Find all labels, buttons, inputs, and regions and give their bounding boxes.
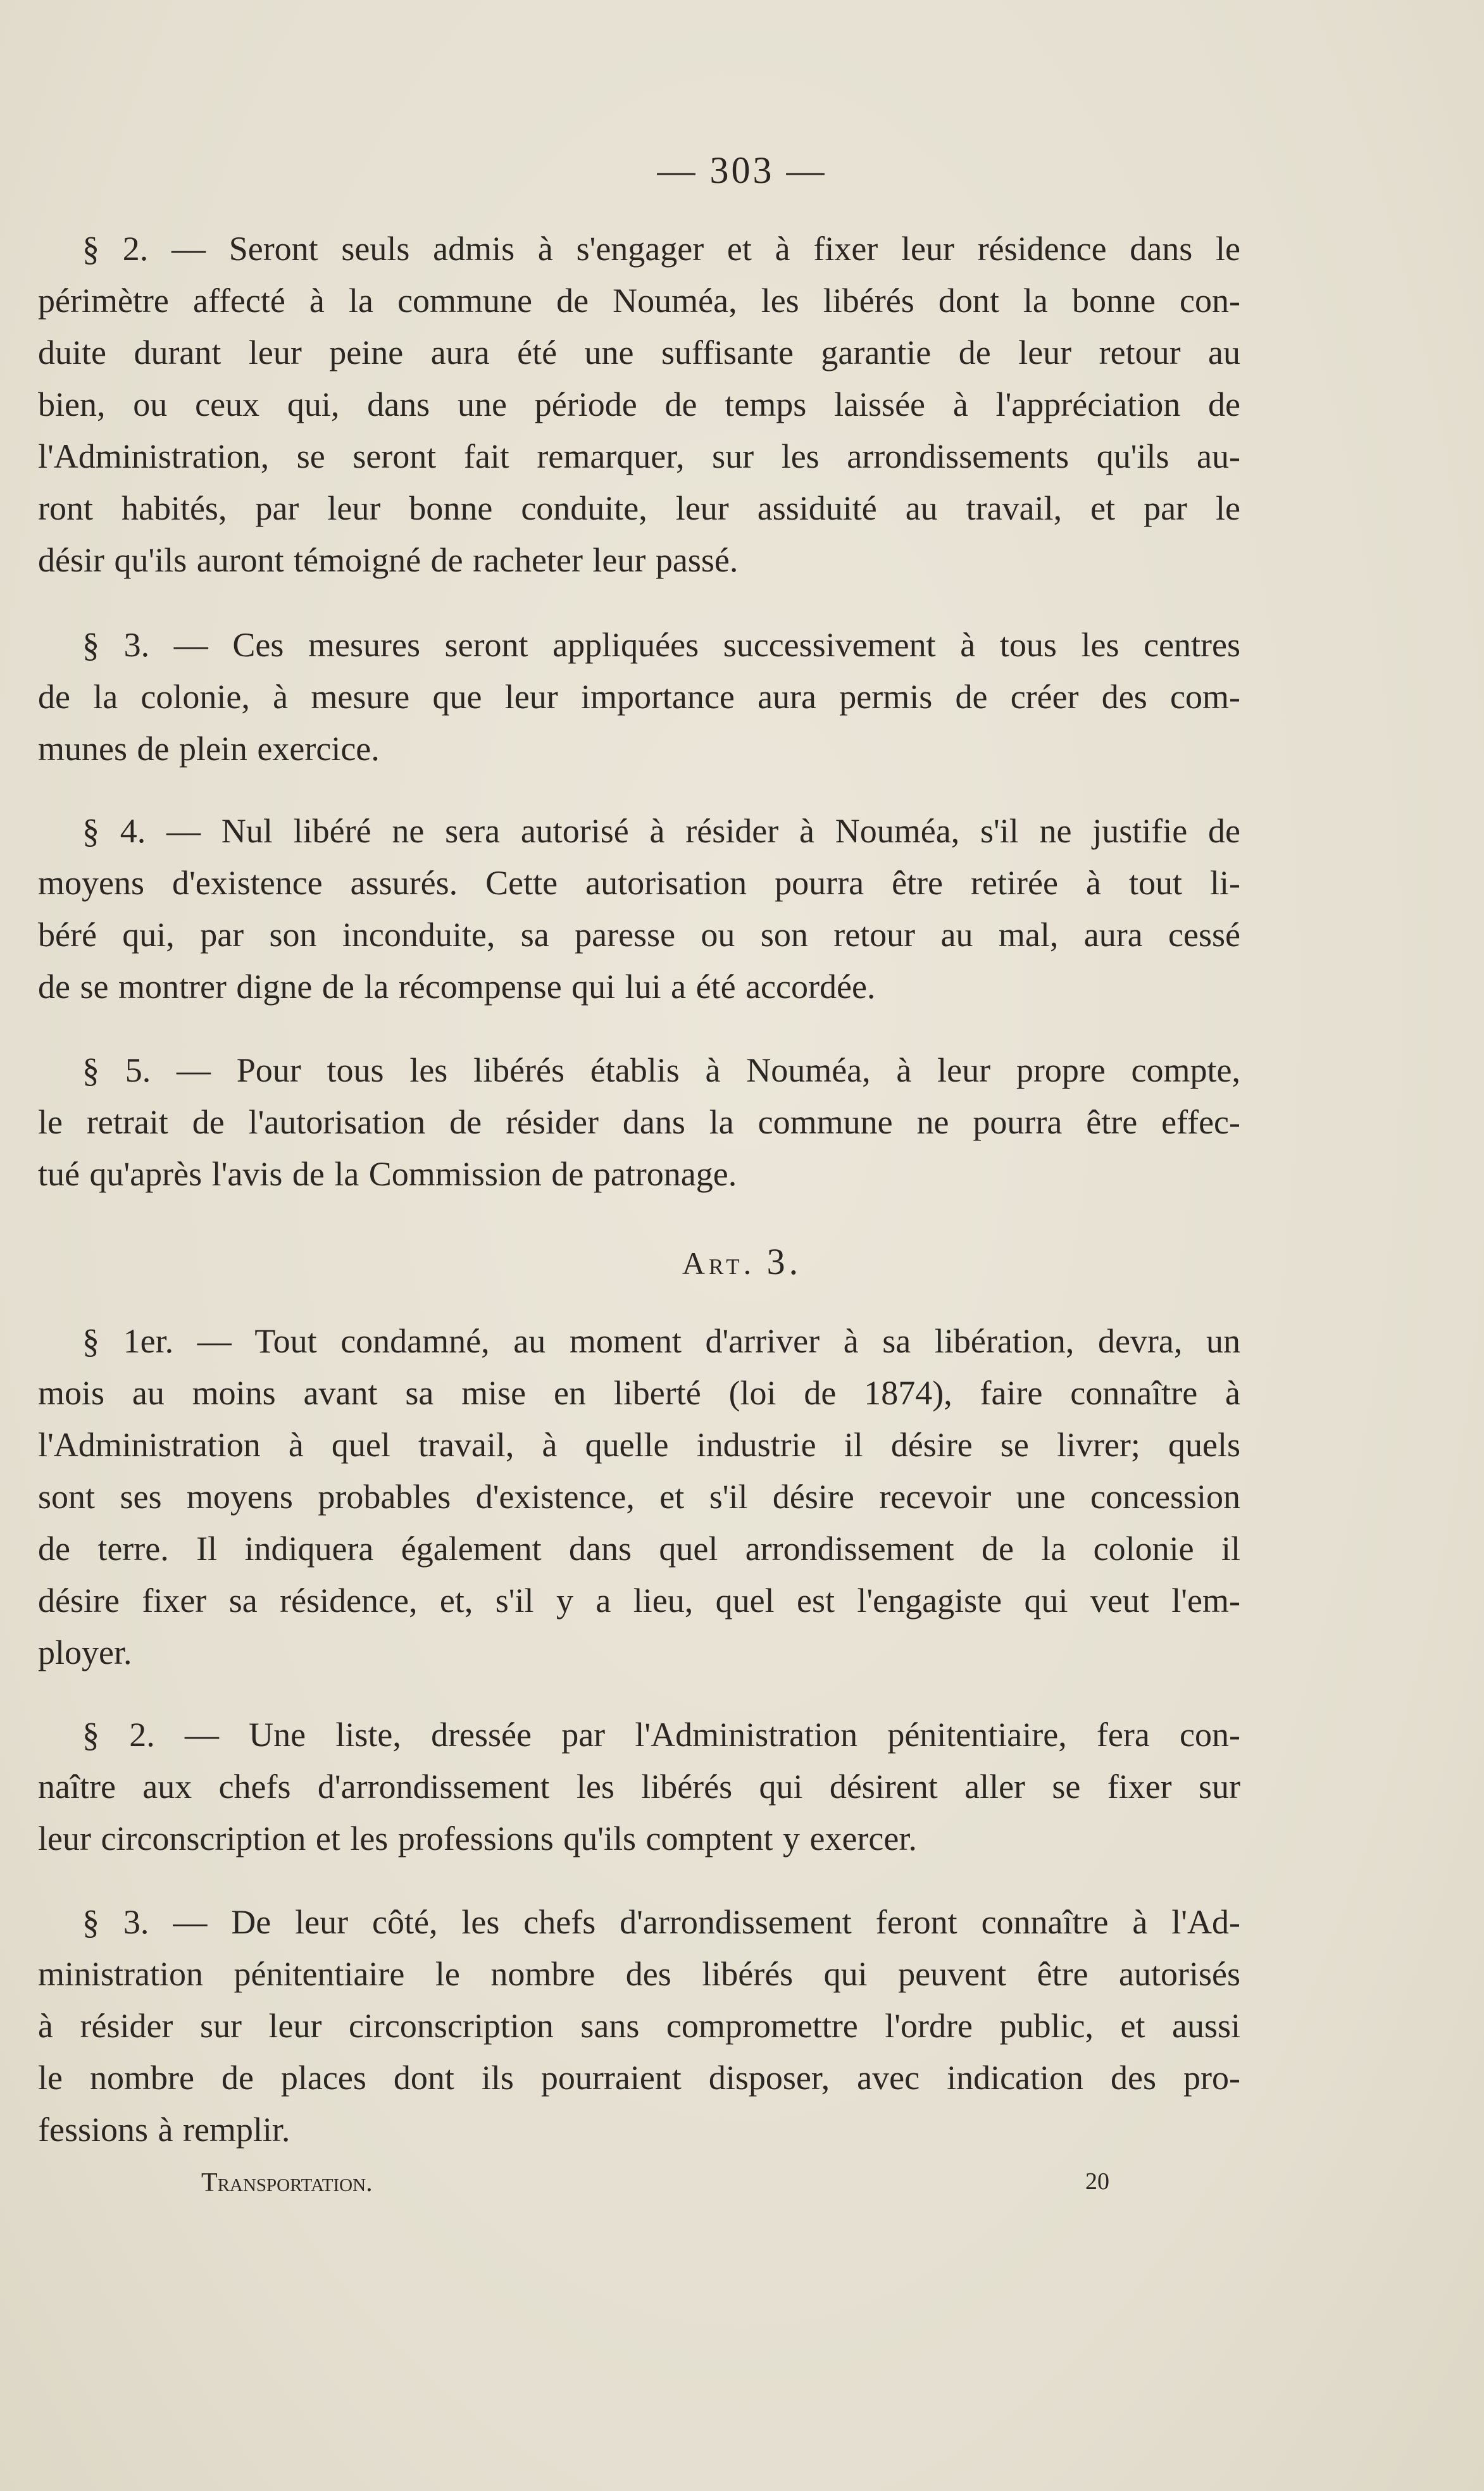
article-label: Art. xyxy=(682,1246,756,1281)
text-line: désire fixer sa résidence, et, s'il y a lieu, quel est l'engagiste qui veut l'em- xyxy=(38,1582,1240,1620)
text-line: § 3. — Ces mesures seront appliquées successivement à tous les centres xyxy=(82,626,1240,664)
text-line: de se montrer digne de la récompense qui lui a été accordée. xyxy=(38,968,876,1006)
text-line: le nombre de places dont ils pourraient disposer, avec indication des pro- xyxy=(38,2059,1240,2097)
text-line: duite durant leur peine aura été une suffisante garantie de leur retour au xyxy=(38,334,1240,371)
text-line: § 2. — Seront seuls admis à s'engager et à fixer leur résidence dans le xyxy=(82,230,1240,268)
text-line: § 5. — Pour tous les libérés établis à Nouméa, à leur propre compte, xyxy=(82,1051,1240,1089)
text-line: bien, ou ceux qui, dans une période de temps laissée à l'appréciation de xyxy=(38,385,1240,423)
article-paragraph-section-3 xyxy=(38,1896,1240,2156)
article-title xyxy=(0,1240,1484,1283)
page-number: — 303 — xyxy=(657,149,827,191)
text-line: à résider sur leur circonscription sans compromettre l'ordre public, et aussi xyxy=(38,2007,1240,2045)
text-line: ministration pénitentiaire le nombre des libérés qui peuvent être autorisés xyxy=(38,1955,1240,1993)
text-line: sont ses moyens probables d'existence, et s'il désire recevoir une concession xyxy=(38,1478,1240,1516)
text-line: le retrait de l'autorisation de résider dans la commune ne pourra être effec- xyxy=(38,1103,1240,1141)
text-line: munes de plein exercice. xyxy=(38,730,380,768)
text-line: mois au moins avant sa mise en liberté (loi de 1874), faire connaître à xyxy=(38,1374,1240,1412)
text-line: béré qui, par son inconduite, sa paresse ou son retour au mal, aura cessé xyxy=(38,916,1240,954)
text-line: tué qu'après l'avis de la Commission de patronage. xyxy=(38,1155,737,1193)
text-line: de terre. Il indiquera également dans quel arrondissement de la colonie il xyxy=(38,1530,1240,1568)
text-line: § 2. — Une liste, dressée par l'Administration pénitentiaire, fera con- xyxy=(82,1716,1240,1754)
text-line: moyens d'existence assurés. Cette autorisation pourra être retirée à tout li- xyxy=(38,864,1240,902)
paragraph-section-3 xyxy=(38,619,1240,775)
text-line: fessions à remplir. xyxy=(38,2111,290,2149)
paragraph-section-4 xyxy=(38,805,1240,1013)
text-line: périmètre affecté à la commune de Nouméa, les libérés dont la bonne con- xyxy=(38,282,1240,320)
footer-signature: Transportation. xyxy=(201,2168,373,2197)
text-line: § 4. — Nul libéré ne sera autorisé à résider à Nouméa, s'il ne justifie de xyxy=(82,812,1240,850)
text-line: ront habités, par leur bonne conduite, leur assiduité au travail, et par le xyxy=(38,489,1240,527)
text-line: de la colonie, à mesure que leur importance aura permis de créer des com- xyxy=(38,678,1240,716)
text-line: naître aux chefs d'arrondissement les libérés qui désirent aller se fixer sur xyxy=(38,1768,1240,1806)
paragraph-section-2 xyxy=(38,223,1240,586)
article-paragraph-section-1 xyxy=(38,1315,1240,1678)
text-line: l'Administration à quel travail, à quelle industrie il désire se livrer; quels xyxy=(38,1426,1240,1464)
article-paragraph-section-2 xyxy=(38,1709,1240,1864)
text-line: leur circonscription et les professions qu'ils comptent y exercer. xyxy=(38,1820,917,1857)
text-line: désir qu'ils auront témoigné de racheter leur passé. xyxy=(38,541,739,579)
text-line: ployer. xyxy=(38,1633,132,1671)
paragraph-section-5 xyxy=(38,1044,1240,1200)
text-line: § 1er. — Tout condamné, au moment d'arriver à sa libération, devra, un xyxy=(82,1322,1240,1360)
article-number: 3. xyxy=(766,1241,802,1282)
text-line: l'Administration, se seront fait remarquer, sur les arrondissements qu'ils au- xyxy=(38,437,1240,475)
footer-sheet-number: 20 xyxy=(1085,2168,1109,2195)
text-line: § 3. — De leur côté, les chefs d'arrondissement feront connaître à l'Ad- xyxy=(82,1903,1240,1941)
